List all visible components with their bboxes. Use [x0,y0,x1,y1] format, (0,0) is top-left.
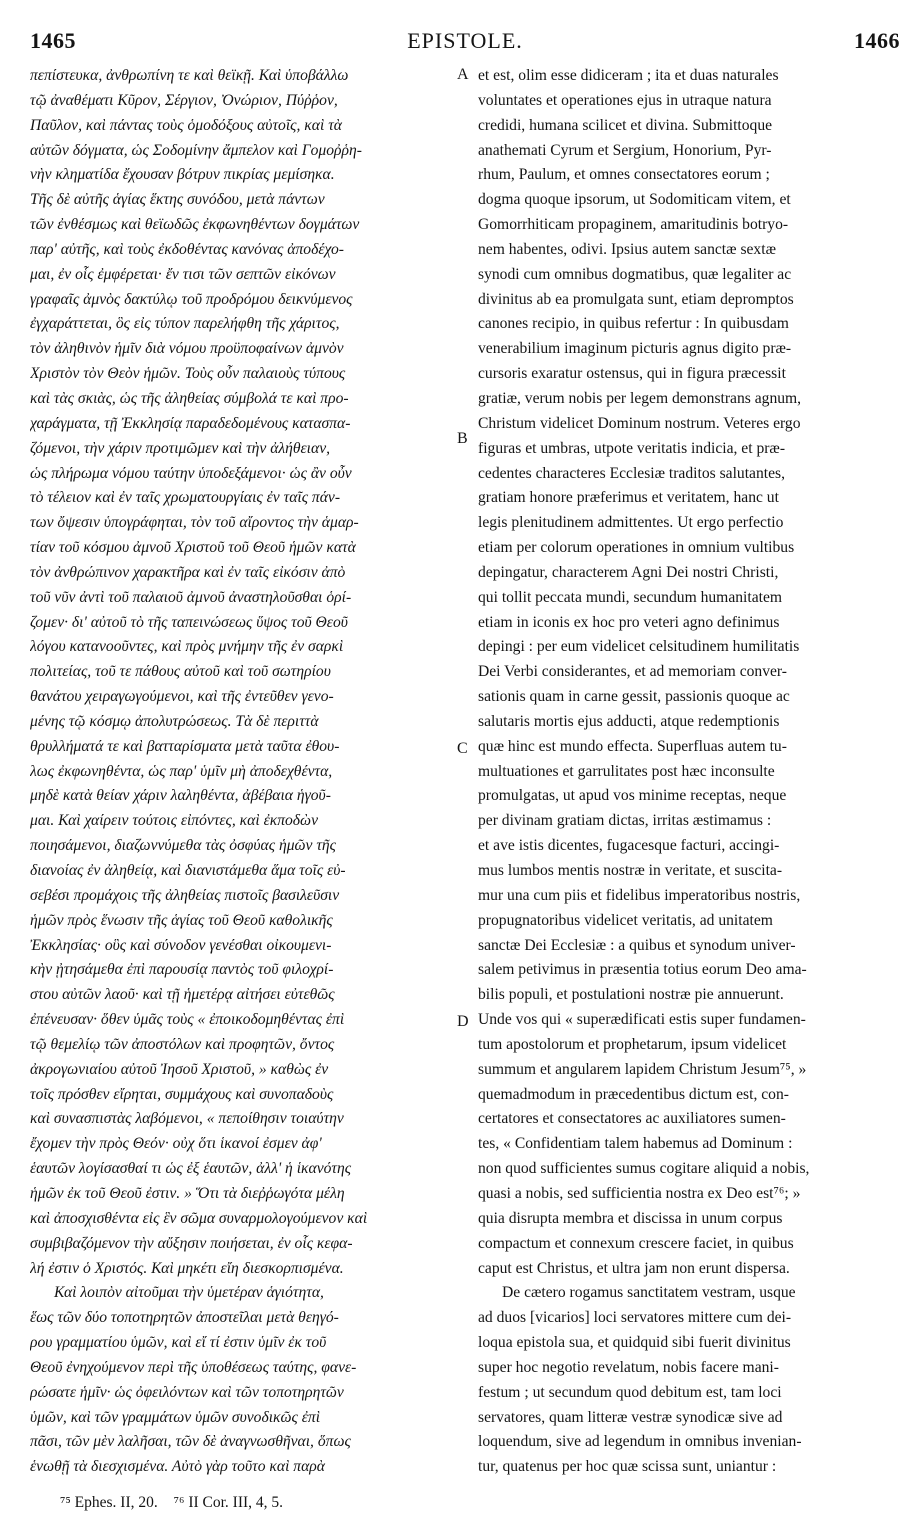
text-line: πολιτείας, τοῦ τε πάθους αὐτοῦ καὶ τοῦ σωτηρίου [30,663,331,681]
text-line: De cætero rogamus sanctitatem vestram, usque [502,1284,796,1302]
margin-letter-a: A [457,66,469,83]
running-title: EPISTOLE. [407,28,523,53]
margin-letter-c: C [457,740,468,757]
text-line: Christum videlicet Dominum nostrum. Veteres ergo [478,414,801,432]
text-line: cursoris exaratur ostensus, qui in figura præcessit [478,365,786,383]
footnote-76: ⁷⁶ II Cor. III, 4, 5. [173,1494,284,1511]
text-line: μαι. Καὶ χαίρειν τούτοις εἰπόντες, καὶ ἐκποδὼν [30,812,318,830]
text-line: ἡμῶν πρὸς ἕνωσιν τῆς ἁγίας τοῦ Θεοῦ καθολικῆς [30,911,333,929]
text-line: στου αὐτῶν λαοῦ· καὶ τῇ ἡμετέρᾳ αἰτήσει εὐτεθῶς [30,986,335,1004]
text-line: παρ' αὐτῆς, καὶ τοὺς ἐκδοθέντας κανόνας ἀποδέχο- [30,240,344,258]
text-line: τῷ θεμελίῳ τῶν ἀποστόλων καὶ προφητῶν, ὄντος [30,1035,335,1053]
text-line: tur, quatenus per hoc quæ scissa sunt, uniantur : [478,1458,777,1476]
text-line: των ὄψεσιν ὑπογράφηται, τὸν τοῦ αἴροντος τὴν ἁμαρ- [30,514,359,532]
text-line: γραφαῖς ἀμνὸς δακτύλῳ τοῦ προδρόμου δεικνύμενος [30,290,353,308]
page-number-left: 1465 [30,28,76,53]
text-line: salem petivimus in præsentia totius eorum Deo ama- [478,961,807,979]
text-line: Unde vos qui « superædificati estis super fundamen- [478,1011,806,1029]
text-line: caput est Christus, et ultra jam non erunt dispersa. [478,1259,790,1277]
text-line: ἑνωθῇ τὰ διεσχισμένα. Αὐτὸ γὰρ τοῦτο καὶ παρὰ [30,1458,325,1476]
text-line: gratiam honore præferimus et veritatem, hanc ut [478,489,779,507]
text-line: multuationes et garrulitates post hæc inconsulte [478,762,775,780]
text-line: Καὶ λοιπὸν αἰτοῦμαι τὴν ὑμετέραν ἁγιότητα, [54,1284,324,1302]
text-line: per divinam gratiam dictas, irritas æstimamus : [478,812,772,830]
latin-column [478,64,898,1480]
text-line: ἐπένευσαν· ὅθεν ὑμᾶς τοὺς « ἐποικοδομηθέντας ἐπὶ [30,1011,345,1029]
text-line: Τῆς δὲ αὐτῆς ἁγίας ἕκτης συνόδου, μετὰ πάντων [30,191,325,209]
text-line: μηδὲ κατὰ θείαν χάριν λαληθέντα, ἀβέβαια ἡγοῦ- [30,787,331,805]
text-line: nem habentes, odivi. Ipsius autem sanctæ sextæ [478,240,776,258]
text-line: promulgatas, ut apud vos minime receptas, neque [478,787,787,805]
text-line: certatores et consectatores ac auxiliatores sumen- [478,1110,786,1128]
footnotes [60,1494,295,1512]
text-line: tum apostolorum et prophetarum, ipsum videlicet [478,1035,787,1053]
text-line: ad duos [vicarios] loci servatores mittere cum dei- [478,1309,792,1327]
text-line: λόγου κατανοοῦντες, καὶ πρὸς μνήμην τῆς ἐν σαρκὶ [30,638,344,656]
text-line: θρυλλήματά τε καὶ βατταρίσματα μετὰ ταῦτα ἐθου- [30,737,340,755]
text-line: loquendum, sive ad legendum in omnibus invenian- [478,1433,802,1451]
text-line: τοῖς πρόσθεν εἴρηται, συμμάχους καὶ συνοπαδοὺς [30,1085,334,1103]
text-line: mur una cum piis et fidelibus imperatoribus nostris, [478,886,801,904]
text-line: compactum et connexum crescere faciet, in quibus [478,1234,794,1252]
text-line: ρώσατε ἡμῖν· ὡς ὀφειλόντων καὶ τῶν τοποτηρητῶν [30,1383,344,1401]
text-line: super hoc negotio revelatum, nobis facere mani- [478,1358,779,1376]
text-line: μαι, ἐν οἷς ἐμφέρεται· ἔν τισι τῶν σεπτῶν εἰκόνων [30,265,336,283]
text-line: ρου γραμματίου ὑμῶν, καὶ εἴ τί ἐστιν ὑμῖν ἐκ τοῦ [30,1334,327,1352]
text-line: etiam in iconis ex hoc pro veteri agno definimus [478,613,780,631]
text-line: καὶ ἀποσχισθέντα εἰς ἓν σῶμα συναρμολογούμενον καὶ [30,1209,368,1227]
text-line: πεπίστευκα, ἀνθρωπίνη τε καὶ θεϊκῇ. Καὶ ὑποβάλλω [30,67,349,84]
text-line: χαράγματα, τῇ Ἐκκλησίᾳ παραδεδομένους κατασπα- [30,414,351,432]
text-line: ἡμῶν ἐκ τοῦ Θεοῦ ἐστιν. » Ὅτι τὰ διεῤῥωγότα μέλη [30,1184,345,1202]
text-line: rhum, Paulum, et omnes consectatores eorum ; [478,166,770,184]
text-line: quasi a nobis, sed sufficientia nostra ex Deo est⁷⁶; » [478,1184,801,1202]
text-line: λως ἐκφωνηθέντα, ὡς παρ' ὑμῖν μὴ ἀποδεχθέντα, [30,762,333,780]
text-line: πᾶσι, τῶν μὲν λαλῆσαι, τῶν δὲ ἀναγνωσθῆναι, ὅπως [30,1433,351,1451]
text-line: quemadmodum in præcedentibus dictum est, con- [478,1085,789,1103]
text-line: Gomorrhiticam propaginem, amaritudinis botryo- [478,216,789,234]
text-line: νὴν κληματίδα ἔχουσαν βότρυν πικρίας μεμίσηκα. [30,166,335,184]
text-line: non quod sufficientes sumus cogitare aliquid a nobis, [478,1160,810,1178]
text-line: quia disrupta membra et discissa in unum corpus [478,1209,783,1227]
text-line: τῶν ἐνθέσμως καὶ θεϊωδῶς ἐκφωνηθέντων δογμάτων [30,216,360,234]
text-line: μένης τῷ κόσμῳ ἀπολυτρώσεως. Τὰ δὲ περιττὰ [30,712,319,730]
text-line: Χριστὸν τὸν Θεὸν ἡμῶν. Τοὺς οὖν παλαιοὺς τύπους [30,365,346,383]
text-line: καὶ συνασπιστὰς λαβόμενοι, « πεποίθησιν τοιαύτην [30,1110,344,1128]
text-line: legis plenitudinem admittentes. Ut ergo perfectio [478,514,784,532]
text-line: venerabilium imaginum picturis agnus digito præ- [478,340,792,358]
text-line: ἔχομεν τὴν πρὸς Θεόν· οὐχ ὅτι ἱκανοί ἐσμεν ἀφ' [30,1135,322,1153]
text-line: canones recipio, in quibus refertur : In quibusdam [478,315,789,333]
text-line: τοῦ νῦν ἀντὶ τοῦ παλαιοῦ ἀμνοῦ ἀναστηλοῦσθαι ὁρί- [30,588,352,606]
text-line: σεβέσι προμάχοις τῆς ἀληθείας πιστοῖς βασιλεῦσιν [30,886,340,904]
text-line: ζόμενοι, τὴν χάριν προτιμῶμεν καὶ τὴν ἀλήθειαν, [30,439,331,457]
text-line: ζομεν· δι' αὐτοῦ τὸ τῆς ταπεινώσεως ὕψος τοῦ Θεοῦ [30,613,348,631]
text-line: divinitus ab ea promulgata sunt, etiam depromptos [478,290,794,308]
text-line: ἀκρογωνιαίου αὐτοῦ Ἰησοῦ Χριστοῦ, » καθὼς ἐν [30,1060,329,1078]
margin-letter-d: D [457,1013,469,1030]
text-line: ὑμῶν, καὶ τῶν γραμμάτων ὑμῶν συνοδικῶς ἐπὶ [30,1408,321,1426]
text-line: figuras et umbras, utpote veritatis indicia, et præ- [478,439,786,457]
text-line: gratiæ, verum nobis per legem demonstrans agnum, [478,389,802,407]
text-line: qui tollit peccata mundi, secundum humanitatem [478,588,783,606]
footnote-75: ⁷⁵ Ephes. II, 20. [60,1494,158,1511]
text-line: συμβιβαζόμενον τὴν αὔξησιν ποιήσεται, ἐν οἷς κεφα- [30,1234,353,1252]
text-line: τὸν ἀληθινὸν ἡμῖν διὰ νόμου προϋποφαίνων ἀμνὸν [30,340,344,358]
text-line: bilis populi, et postulationi nostræ pie annuerunt. [478,986,784,1004]
text-line: anathemati Cyrum et Sergium, Honorium, Pyr- [478,141,772,159]
text-line: τὸ τέλειον καὶ ἐν ταῖς χρωματουργίαις ἐν ταῖς πάν- [30,489,341,507]
text-line: propugnatoribus videlicet veritatis, ad unitatem [478,911,773,929]
text-line: etiam per colorum operationes in omnium vultibus [478,539,795,557]
text-line: tes, « Confidentiam talem habemus ad Dominum : [478,1135,793,1153]
text-line: summum et angularem lapidem Christum Jesum⁷⁵, » [478,1060,807,1078]
text-line: salutaris mortis ejus adducti, atque redemptionis [478,712,780,730]
text-line: et est, olim esse didiceram ; ita et duas naturales [478,67,779,84]
text-line: et ave istis dicentes, fugacesque facturi, accingi- [478,837,780,855]
text-line: dogma quoque ipsorum, ut Sodomiticam vitem, et [478,191,791,209]
margin-letter-b: B [457,430,468,447]
text-line: credidi, humana scilicet et divina. Submittoque [478,116,773,134]
text-line: mus lumbos mentis nostræ in veritate, et suscita- [478,862,783,879]
text-line: λή ἐστιν ὁ Χριστός. Καὶ μηκέτι εἴη διεσκορπισμένα. [30,1259,344,1277]
text-line: διανοίας ἐν ἀληθείᾳ, καὶ διανιστάμεθα ἅμα τοῖς εὐ- [30,862,346,879]
text-line: festum ; ut secundum quod debitum est, tam loci [478,1383,782,1401]
text-line: servatores, quam litteræ vestræ synodicæ sive ad [478,1408,783,1426]
text-line: sanctæ Dei Ecclesiæ : a quibus et synodum univer- [478,936,796,954]
text-line: ἕως τῶν δύο τοποτηρητῶν ἀποστεῖλαι μετὰ θεηγό- [30,1309,339,1327]
text-line: sationis quam in carne gessit, passionis quoque ac [478,688,790,706]
text-line: synodi cum omnibus dogmatibus, quæ legaliter ac [478,265,792,283]
text-line: κὴν ᾐτησάμεθα ἐπὶ παρουσίᾳ παντὸς τοῦ φιλοχρί- [30,961,334,979]
text-line: τίαν τοῦ κόσμου ἀμνοῦ Χριστοῦ τοῦ Θεοῦ ἡμῶν κατὰ [30,539,356,557]
text-line: Θεοῦ ἐνηχούμενον περὶ τῆς ὑποθέσεως ταύτης, φανε- [30,1358,357,1376]
greek-column [30,64,454,1480]
text-line: Ἐκκλησίας· οὓς καὶ σύνοδον γενέσθαι οἰκουμενι- [30,936,332,954]
text-line: ποιησάμενοι, διαζωννύμεθα τὰς ὀσφύας ἡμῶν τῆς [30,837,336,855]
text-line: voluntates et operationes ejus in utraque natura [478,91,772,109]
text-line: καὶ τὰς σκιὰς, ὡς τῆς ἀληθείας σύμβολά τε καὶ προ- [30,389,349,407]
text-line: ὡς πλήρωμα νόμου ταύτην ὑποδεξάμενοι· ὡς ἂν οὖν [30,464,352,482]
text-line: ἑαυτῶν λογίσασθαί τι ὡς ἐξ ἑαυτῶν, ἀλλ' ἡ ἱκανότης [30,1160,352,1178]
text-line: Παῦλον, καὶ πάντας τοὺς ὁμοδόξους αὐτοῖς, καὶ τὰ [30,116,342,134]
text-line: τῷ ἀναθέματι Κῦρον, Σέργιον, Ὀνώριον, Πύῤῥον, [30,91,338,109]
text-line: Dei Verbi considerantes, et ad memoriam conver- [478,663,787,681]
text-line: ἐγχαράττεται, ὃς εἰς τύπον παρελήφθη τῆς χάριτος, [30,315,340,333]
text-line: cedentes characteres Ecclesiæ traditos salutantes, [478,464,785,482]
text-line: loqua epistola sua, et quidquid sibi fuerit divinitus [478,1334,791,1352]
page-number-right: 1466 [854,28,900,53]
text-line: depingi : per eum videlicet celsitudinem humilitatis [478,638,800,656]
text-line: depingatur, characterem Agni Dei nostri Christi, [478,563,779,581]
page-header [30,28,900,62]
text-line: θανάτου χειραγωγούμενοι, καὶ τῆς ἐντεῦθεν γενο- [30,688,334,706]
text-line: αὐτῶν δόγματα, ὡς Σοδομίνην ἄμπελον καὶ Γομοῤῥη- [30,141,362,159]
text-line: quæ hinc est mundo effecta. Superfluas autem tu- [478,737,787,755]
text-line: τὸν ἀνθρώπινον χαρακτῆρα καὶ ἐν ταῖς εἰκόσιν ἀπὸ [30,563,346,581]
